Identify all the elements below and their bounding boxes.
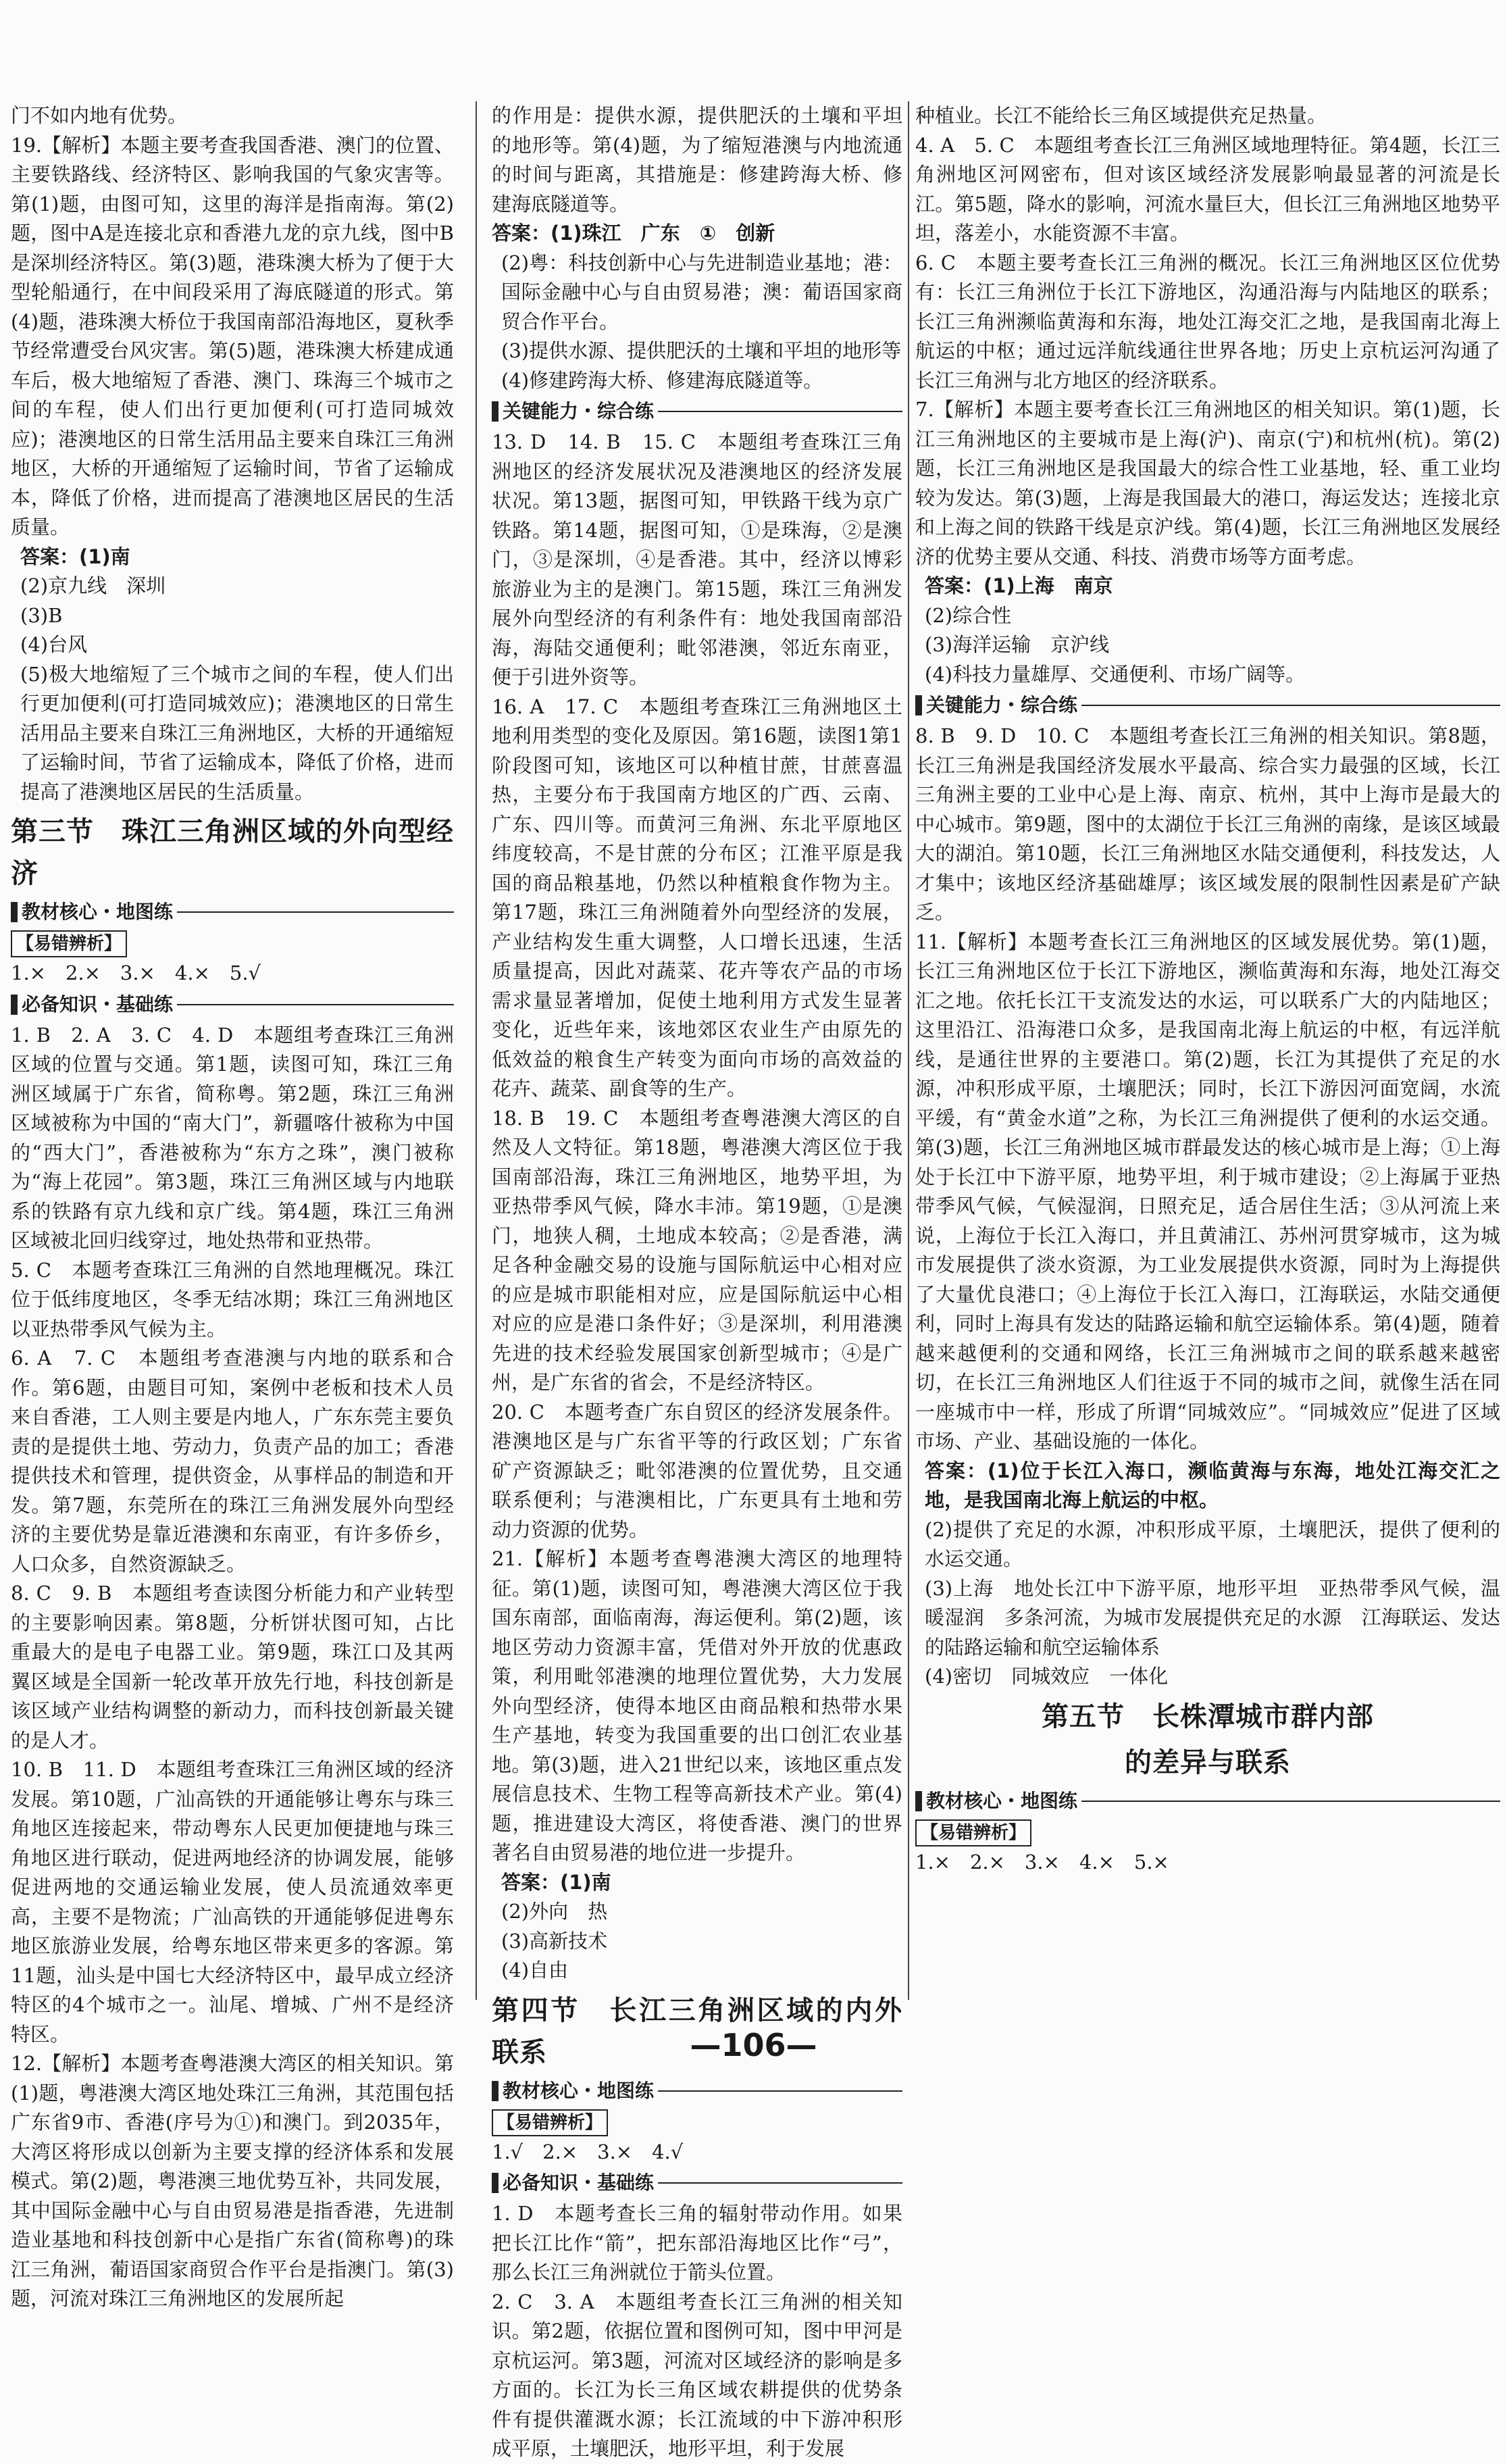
section-banner — [915, 692, 1500, 719]
column-right — [915, 101, 1500, 1993]
banner-label: 关键能力・综合练 — [926, 694, 1078, 716]
section-banner — [492, 2169, 902, 2196]
page-number: —106— — [690, 2027, 817, 2063]
answer-group: 8. C 9. B 本题组考查读图分析能力和产业转型的主要影响因素。第8题，分析饼状图可知，占比重最大的是电子电器工业。第9题，珠江口及其两翼区域是全国新一轮改革开放先行地，科技创新是该区域产业结构调整的新动力，而科技创新最关键的是人才。 — [11, 1582, 454, 1752]
answer-analysis-12: 12.【解析】本题考查粤港澳大湾区的相关知识。第(1)题，粤港澳大湾区地处珠江三角洲，其范围包括广东省9市、香港(序号为①)和澳门。到2035年，大湾区将形成以创新为主要支撑的经济体系和发展模式。第(2)题，粤港澳三地优势互补，共同发展，其中国际金融中心与自由贸易港是指香港，先进制造业基地和科技创新中心是指广东省(简称粤)的珠江三角洲，葡语国家商贸合作平台是指澳门。第(3)题，河流对珠江三角洲地区的发展所起 — [11, 2052, 454, 2310]
answer-group: 10. B 11. D 本题组考查珠江三角洲区域的经济发展。第10题，广汕高铁的开通能够让粤东与珠三角地区连接起来，带动粤东人民更加便捷地与珠三角地区进行联动，促进两地经济的协调发展，能够促进两地的交通运输业发展，使人员流通效率更高，主要不是物流；广汕高铁的开通能够促进粤东地区旅游业发展，给粤东地区带来更多的客源。第11题，汕头是中国七大经济特区中，最早成立经济特区的4个城市之一。汕尾、增城、广州不是经济特区。 — [11, 1758, 454, 2046]
text-paragraph: 门不如内地有优势。 — [11, 104, 188, 127]
answer-line: (5)极大地缩短了三个城市之间的车程，使人们出行更加便利(可打造同城效应)；港澳地区的日常生活用品主要来自珠江三角洲地区，大桥的开通缩短了运输时间，节省了运输成本，降低了价格，进而提高了港澳地区居民的生活质量。 — [20, 662, 454, 803]
answer-analysis-21: 21.【解析】本题考查粤港澳大湾区的地理特征。第(1)题，读图可知，粤港澳大湾区位于我国东南部，面临南海，海运便利。第(2)题，该地区劳动力资源丰富，凭借对外开放的优惠政策，利用毗邻港澳的地理位置优势，大力发展外向型经济，使得本地区由商品粮和热带水果生产基地，转变为我国重要的出口创汇农业基地。第(3)题，进入21世纪以来，该地区重点发展信息技术、生物工程等高新技术产业。第(4)题，推进建设大湾区，将使香港、澳门的世界著名自由贸易港的地位进一步提升。 — [492, 1547, 902, 1864]
banner-label: 教材核心・地图练 — [926, 1789, 1078, 1812]
answer-group: 8. B 9. D 10. C 本题组考查长江三角洲的相关知识。第8题，长江三角洲是我国经济发展水平最高、综合实力最强的区域，长江三角洲主要的工业中心是上海、南京、杭州，其中上海市是最大的中心城市。第9题，图中的太湖位于长江三角洲的南缘，是该区域最大的湖泊。第10题，长江三角洲地区水陆交通便利，科技发达，人才集中；该地区经济基础雄厚；该区域发展的限制性因素是矿产缺乏。 — [915, 724, 1500, 924]
column-divider — [908, 101, 909, 2000]
answer-line: 答案：(1)位于长江入海口，濒临黄海与东海，地处江海交汇之地，是我国南北海上航运的中枢。 — [925, 1459, 1500, 1511]
answer-line: (4)台风 — [20, 633, 88, 656]
answer-group: 5. C 本题考查珠江三角洲的自然地理概况。珠江位于低纬度地区，冬季无结冰期；珠江三角洲地区以亚热带季风气候为主。 — [11, 1258, 454, 1340]
banner-bar-icon — [915, 695, 922, 715]
answer-group: 1. D 本题考查长三角的辐射带动作用。如果把长江比作“箭”，把东部沿海地区比作“弓”，那么长江三角洲就位于箭头位置。 — [492, 2202, 902, 2284]
answer-line: (2)外向 热 — [501, 1900, 608, 1923]
answer-line: (4)科技力量雄厚、交通便利、市场广阔等。 — [925, 662, 1306, 686]
answer-line: (2)提供了充足的水源，冲积形成平原，土壤肥沃，提供了便利的水运交通。 — [925, 1517, 1500, 1570]
section-banner — [915, 1788, 1500, 1815]
answer-group: 2. C 3. A 本题组考查长江三角洲的相关知识。第2题，依据位置和图例可知，图中甲河是京杭运河。第3题，河流对区域经济的影响是多方面的。长江为长三角区域农耕提供的优势条件有提供灌溉水源；长江流域的中下游冲积形成平原，土壤肥沃，地形平坦，利于发展 — [492, 2290, 902, 2460]
answer-line: 答案：(1)南 — [501, 1870, 611, 1894]
answer-group: 6. C 本题主要考查长江三角洲的概况。长江三角洲地区区位优势有：长江三角洲位于长江下游地区，沟通沿海与内陆地区的联系；长江三角洲濒临黄海和东海，地处江海交汇之地，是我国南北海上航运的中枢；通过远洋航线通往世界各地；历史上京杭运河沟通了长江三角洲与北方地区的经济联系。 — [915, 251, 1500, 392]
banner-rule — [658, 411, 902, 412]
sub-heading-box: 【易错辨析】 — [492, 2109, 608, 2136]
banner-bar-icon — [915, 1791, 922, 1811]
banner-label: 教材核心・地图练 — [503, 2079, 655, 2102]
answer-line: 答案：(1)上海 南京 — [925, 574, 1113, 597]
answer-line: (3)上海 地处长江中下游平原，地形平坦 亚热带季风气候，温暖湿润 多条河流，为城市发展提供充足的水源 江海联运、发达的陆路运输和航空运输体系 — [925, 1576, 1500, 1659]
answer-group: 1. B 2. A 3. C 4. D 本题组考查珠江三角洲区域的位置与交通。第1题，读图可知，珠江三角洲区域属于广东省，简称粤。第2题，珠江三角洲区域被称为中国的“南大门”，新疆喀什被称为中国的“西大门”，香港被称为“东方之珠”，澳门被称为“海上花园”。第3题，珠江三角洲区域与内地联系的铁路有京九线和京广线。第4题，珠江三角洲区域被北回归线穿过，地处热带和亚热带。 — [11, 1023, 454, 1252]
text-paragraph: 种植业。长江不能给长三角区域提供充足热量。 — [915, 104, 1327, 127]
section-title: 第三节 珠江三角洲区域的外向型经济 — [11, 816, 454, 889]
answer-line: (3)海洋运输 京沪线 — [925, 633, 1110, 656]
answer-line: 答案：(1)珠江 广东 ① 创新 — [492, 222, 775, 245]
sub-heading-box: 【易错辨析】 — [11, 930, 127, 957]
answer-group: 16. A 17. C 本题组考查珠江三角洲地区土地利用类型的变化及原因。第16题，读图1第1阶段图可知，该地区可以种植甘蔗，甘蔗喜温热，主要分布于我国南方地区的广西、云南、广东、四川等。而黄河三角洲、东北平原地区纬度较高，不是甘蔗的分布区；江淮平原是我国的商品粮基地，仍然以种植粮食作物为主。第17题，珠江三角洲随着外向型经济的发展，产业结构发生重大调整，人口增长迅速，生活质量提高，因此对蔬菜、花卉等农产品的市场需求量显著增加，促使土地利用方式发生显著变化，近些年来，该地郊区农业生产由原先的低效益的粮食生产转变为面向市场的高效益的花卉、蔬菜、副食等的生产。 — [492, 695, 902, 1100]
sub-heading-box: 【易错辨析】 — [915, 1819, 1031, 1846]
banner-label: 必备知识・基础练 — [22, 992, 174, 1015]
banner-label: 关键能力・综合练 — [503, 400, 655, 422]
answer-group: 4. A 5. C 本题组考查长江三角洲区域地理特征。第4题，长江三角洲地区河网密布，但对该区域经济发展影响最显著的河流是长江。第5题，降水的影响，河流水量巨大，但长江三角洲地区地势平坦，落差小，水能资源不丰富。 — [915, 133, 1500, 245]
answer-line: (3)B — [20, 603, 63, 627]
section-banner — [11, 991, 454, 1018]
banner-rule — [177, 1004, 454, 1005]
answer-line: (2)综合性 — [925, 603, 1012, 627]
answer-line: (2)粤：科技创新中心与先进制造业基地；港：国际金融中心与自由贸易港；澳：葡语国家商贸合作平台。 — [501, 251, 902, 333]
banner-rule — [658, 2090, 902, 2092]
column-left — [11, 101, 454, 2310]
text-paragraph: 的作用是：提供水源，提供肥沃的土壤和平坦的地形等。第(4)题，为了缩短港澳与内地流通的时间与距离，其措施是：修建跨海大桥、修建海底隧道等。 — [492, 104, 902, 216]
banner-label: 教材核心・地图练 — [22, 901, 174, 923]
answer-group: 13. D 14. B 15. C 本题组考查珠江三角洲地区的经济发展状况及港澳地区的经济发展状况。第13题，据图可知，甲铁路干线为京广铁路。第14题，据图可知，①是珠海，②是澳门，③是深圳，④是香港。其中，经济以博彩旅游业为主的是澳门。第15题，珠江三角洲发展外向型经济的有利条件有：地处我国南部沿海，海陆交通便利；毗邻港澳，邻近东南亚，便于引进外资等。 — [492, 430, 902, 688]
answer-analysis-7: 7.【解析】本题主要考查长江三角洲地区的相关知识。第(1)题，长江三角洲地区的主要城市是上海(沪)、南京(宁)和杭州(杭)。第(2)题，长江三角洲地区是我国最大的综合性工业基地，轻、重工业均较为发达。第(3)题，上海是我国最大的港口，海运发达；连接北京和上海之间的铁路干线是京沪线。第(4)题，长江三角洲地区发展经济的优势主要从交通、科技、消费市场等方面考虑。 — [915, 398, 1500, 568]
banner-bar-icon — [492, 2081, 499, 2101]
section-title-line-1: 第五节 长株潭城市群内部 — [1042, 1701, 1374, 1732]
answer-line: 1.× 2.× 3.× 4.× 5.√ — [11, 961, 261, 984]
answer-line: (3)高新技术 — [501, 1929, 608, 1953]
section-banner — [492, 2078, 902, 2105]
banner-rule — [1081, 705, 1500, 706]
banner-label: 必备知识・基础练 — [503, 2171, 655, 2194]
banner-bar-icon — [492, 2173, 499, 2193]
answer-line: (2)京九线 深圳 — [20, 574, 166, 597]
section-banner — [11, 899, 454, 926]
section-title: 第四节 长江三角洲区域的内外联系 — [492, 1994, 902, 2068]
section-title-line-2: 的差异与联系 — [1125, 1746, 1291, 1778]
answer-line: (3)提供水源、提供肥沃的土壤和平坦的地形等 — [501, 339, 902, 362]
answer-line: 答案：(1)南 — [20, 545, 130, 568]
column-divider — [476, 101, 477, 2000]
section-banner — [492, 398, 902, 425]
answer-line: 1.× 2.× 3.× 4.× 5.× — [915, 1850, 1169, 1874]
answer-group: 20. C 本题考查广东自贸区的经济发展条件。港澳地区是与广东省平等的行政区划；广东省矿产资源缺乏；毗邻港澳的位置优势，且交通联系便利；与港澳相比，广东更具有土地和劳动力资源的优势。 — [492, 1400, 902, 1541]
banner-rule — [1081, 1801, 1500, 1802]
answer-analysis-11: 11.【解析】本题考查长江三角洲地区的区域发展优势。第(1)题，长江三角洲地区位于长江下游地区，濒临黄海和东海，地处江海交汇之地。依托长江干支流发达的水运，可以联系广大的内陆地区；这里沿江、沿海港口众多，是我国南北海上航运的中枢，有远洋航线，是通往世界的主要港口。第(2)题，长江为其提供了充足的水源，冲积形成平原，土壤肥沃；同时，长江下游因河面宽阔，水流平缓，有“黄金水道”之称，为长江三角洲提供了便利的水运交通。第(3)题，长江三角洲地区城市群最发达的核心城市是上海；①上海处于长江中下游平原，地势平坦，利于城市建设；②上海属于亚热带季风气候，气候湿润，日照充足，适合居住生活；③从河流上来说，上海位于长江入海口，并且黄浦江、苏州河贯穿城市，这为城市发展提供了淡水资源，为工业发展提供水资源，同时为上海提供了大量优良港口；④上海位于长江入海口，江海联运，水陆交通便利，同时上海具有发达的陆路运输和航空运输体系。第(4)题，随着越来越便利的交通和网络，长江三角洲城市之间的联系越来越密切，在长江三角洲地区人们往返于不同的城市之间，就像生活在同一座城市中一样，形成了所谓“同城效应”。“同城效应”促进了区域市场、产业、基础设施的一体化。 — [915, 930, 1500, 1453]
banner-bar-icon — [492, 401, 499, 422]
banner-bar-icon — [11, 995, 18, 1015]
banner-bar-icon — [11, 902, 18, 922]
answer-group: 6. A 7. C 本题组考查港澳与内地的联系和合作。第6题，由题目可知，案例中老板和技术人员来自香港，工人则主要是内地人，广东东莞主要负责的是提供土地、劳动力，负责产品的加工；香港提供技术和管理，提供资金，从事样品的制造和开发。第7题，东莞所在的珠江三角洲发展外向型经济的主要优势是靠近港澳和东南亚，有许多侨乡，人口众多，自然资源缺乏。 — [11, 1347, 454, 1576]
answer-line: (4)自由 — [501, 1959, 569, 1982]
answer-group: 18. B 19. C 本题组考查粤港澳大湾区的自然及人文特征。第18题，粤港澳大湾区位于我国南部沿海，珠江三角洲地区，地势平坦，为亚热带季风气候，降水丰沛。第19题，①是澳门，地狭人稠，土地成本较高；②是香港，满足各种金融交易的设施与国际航运中心相对应的应是城市职能相对应，应是国际航运中心相对应的应是港口条件好；③是深圳，利用港澳先进的技术经验发展国家创新型城市；④是广州，是广东省的省会，不是经济特区。 — [492, 1106, 902, 1394]
banner-rule — [177, 911, 454, 913]
answer-analysis-19: 19.【解析】本题主要考查我国香港、澳门的位置、主要铁路线、经济特区、影响我国的气象灾害等。第(1)题，由图可知，这里的海洋是指南海。第(2)题，图中A是连接北京和香港九龙的京九线，图中B是深圳经济特区。第(3)题，港珠澳大桥为了便于大型轮船通行，在中间段采用了海底隧道的形式。第(4)题，港珠澳大桥位于我国南部沿海地区，夏秋季节经常遭受台风灾害。第(5)题，港珠澳大桥建成通车后，极大地缩短了香港、澳门、珠海三个城市之间的车程，使人们出行更加便利(可打造同城效应)；港澳地区的日常生活用品主要来自珠江三角洲地区，大桥的开通缩短了运输时间，节省了运输成本，降低了价格，进而提高了港澳地区居民的生活质量。 — [11, 133, 454, 538]
answer-line: (4)密切 同城效应 一体化 — [925, 1665, 1169, 1688]
banner-rule — [658, 2182, 902, 2184]
answer-line: (4)修建跨海大桥、修建海底隧道等。 — [501, 368, 823, 392]
answer-line: 1.√ 2.× 3.× 4.√ — [492, 2140, 684, 2163]
